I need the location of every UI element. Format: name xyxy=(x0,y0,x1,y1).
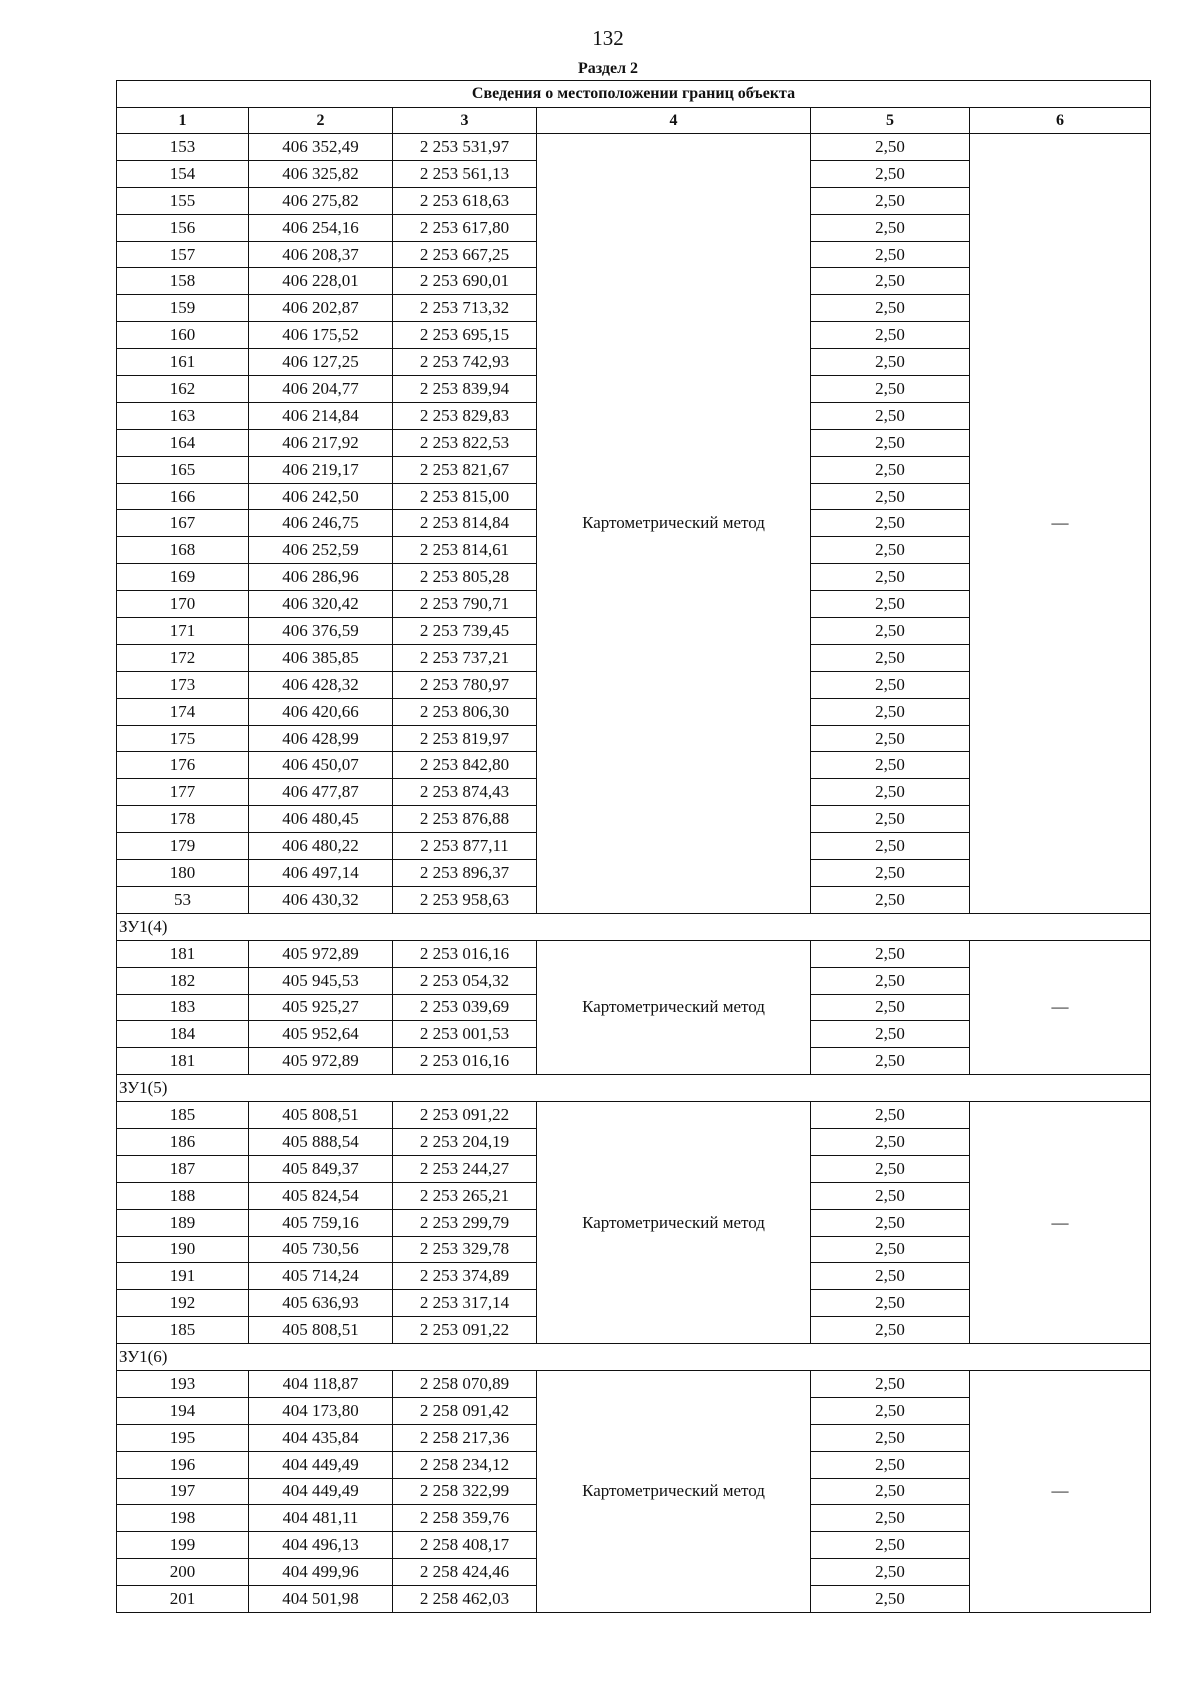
point-number: 155 xyxy=(117,187,249,214)
coordinate-x: 405 888,54 xyxy=(249,1128,393,1155)
accuracy-value: 2,50 xyxy=(811,1155,970,1182)
coordinate-y: 2 253 244,27 xyxy=(393,1155,537,1182)
point-number: 200 xyxy=(117,1559,249,1586)
coordinate-y: 2 253 780,97 xyxy=(393,671,537,698)
coordinate-x: 404 501,98 xyxy=(249,1586,393,1613)
coordinate-y: 2 253 016,16 xyxy=(393,940,537,967)
coordinate-x: 405 972,89 xyxy=(249,940,393,967)
coordinate-x: 404 449,49 xyxy=(249,1478,393,1505)
accuracy-value: 2,50 xyxy=(811,268,970,295)
accuracy-value: 2,50 xyxy=(811,187,970,214)
coordinate-y: 2 253 806,30 xyxy=(393,698,537,725)
point-number: 169 xyxy=(117,564,249,591)
coordinate-x: 404 449,49 xyxy=(249,1451,393,1478)
coordinate-x: 405 849,37 xyxy=(249,1155,393,1182)
coordinate-x: 404 481,11 xyxy=(249,1505,393,1532)
coordinate-y: 2 253 374,89 xyxy=(393,1263,537,1290)
accuracy-value: 2,50 xyxy=(811,1263,970,1290)
coordinate-x: 406 450,07 xyxy=(249,752,393,779)
coordinate-x: 406 325,82 xyxy=(249,160,393,187)
point-number: 190 xyxy=(117,1236,249,1263)
coordinate-y: 2 253 317,14 xyxy=(393,1290,537,1317)
coordinate-y: 2 253 618,63 xyxy=(393,187,537,214)
coordinate-x: 405 952,64 xyxy=(249,1021,393,1048)
point-number: 182 xyxy=(117,967,249,994)
point-number: 191 xyxy=(117,1263,249,1290)
accuracy-value: 2,50 xyxy=(811,1505,970,1532)
point-number: 154 xyxy=(117,160,249,187)
coordinate-x: 406 208,37 xyxy=(249,241,393,268)
accuracy-value: 2,50 xyxy=(811,1532,970,1559)
point-number: 161 xyxy=(117,349,249,376)
coordinate-y: 2 253 695,15 xyxy=(393,322,537,349)
coordinate-y: 2 253 091,22 xyxy=(393,1102,537,1129)
coordinate-y: 2 253 713,32 xyxy=(393,295,537,322)
column-header: 5 xyxy=(811,108,970,134)
accuracy-value: 2,50 xyxy=(811,644,970,671)
coordinate-y: 2 253 874,43 xyxy=(393,779,537,806)
point-number: 180 xyxy=(117,860,249,887)
coordinate-y: 2 253 815,00 xyxy=(393,483,537,510)
section-title: Раздел 2 xyxy=(577,60,639,77)
accuracy-value: 2,50 xyxy=(811,833,970,860)
coordinate-x: 406 480,22 xyxy=(249,833,393,860)
coordinate-x: 405 636,93 xyxy=(249,1290,393,1317)
point-number: 183 xyxy=(117,994,249,1021)
point-number: 198 xyxy=(117,1505,249,1532)
coordinate-x: 404 499,96 xyxy=(249,1559,393,1586)
coordinate-y: 2 253 896,37 xyxy=(393,860,537,887)
coordinate-y: 2 253 204,19 xyxy=(393,1128,537,1155)
table-title: Сведения о местоположении границ объекта xyxy=(117,81,1151,108)
point-number: 195 xyxy=(117,1424,249,1451)
coordinate-x: 406 204,77 xyxy=(249,376,393,403)
accuracy-value: 2,50 xyxy=(811,1236,970,1263)
coordinate-y: 2 253 299,79 xyxy=(393,1209,537,1236)
coordinate-x: 406 376,59 xyxy=(249,618,393,645)
coordinate-x: 406 428,99 xyxy=(249,725,393,752)
point-number: 159 xyxy=(117,295,249,322)
coordinate-y: 2 253 054,32 xyxy=(393,967,537,994)
point-number: 160 xyxy=(117,322,249,349)
coordinate-x: 406 254,16 xyxy=(249,214,393,241)
point-number: 173 xyxy=(117,671,249,698)
accuracy-value: 2,50 xyxy=(811,860,970,887)
coordinate-x: 406 214,84 xyxy=(249,402,393,429)
point-number: 165 xyxy=(117,456,249,483)
coordinate-x: 404 173,80 xyxy=(249,1397,393,1424)
accuracy-value: 2,50 xyxy=(811,1478,970,1505)
column6-dash: — xyxy=(970,1370,1151,1612)
group-name: ЗУ1(6) xyxy=(117,1344,1151,1371)
page-number: 132 xyxy=(592,26,624,50)
point-number: 172 xyxy=(117,644,249,671)
accuracy-value: 2,50 xyxy=(811,806,970,833)
accuracy-value: 2,50 xyxy=(811,591,970,618)
coordinate-y: 2 253 742,93 xyxy=(393,349,537,376)
point-number: 193 xyxy=(117,1370,249,1397)
coordinate-x: 406 430,32 xyxy=(249,886,393,913)
point-number: 186 xyxy=(117,1128,249,1155)
point-number: 170 xyxy=(117,591,249,618)
accuracy-value: 2,50 xyxy=(811,483,970,510)
coordinate-y: 2 258 234,12 xyxy=(393,1451,537,1478)
coordinate-y: 2 253 814,61 xyxy=(393,537,537,564)
coordinate-x: 406 127,25 xyxy=(249,349,393,376)
group-name: ЗУ1(5) xyxy=(117,1075,1151,1102)
coordinate-y: 2 253 822,53 xyxy=(393,429,537,456)
coordinate-y: 2 253 016,16 xyxy=(393,1048,537,1075)
column-header: 6 xyxy=(970,108,1151,134)
group-name: ЗУ1(4) xyxy=(117,913,1151,940)
coordinate-y: 2 253 819,97 xyxy=(393,725,537,752)
coordinate-x: 405 972,89 xyxy=(249,1048,393,1075)
point-number: 189 xyxy=(117,1209,249,1236)
table-row xyxy=(117,1102,1151,1129)
coordinate-x: 406 275,82 xyxy=(249,187,393,214)
coordinate-y: 2 253 814,84 xyxy=(393,510,537,537)
point-number: 194 xyxy=(117,1397,249,1424)
coordinate-x: 405 714,24 xyxy=(249,1263,393,1290)
accuracy-value: 2,50 xyxy=(811,160,970,187)
coordinate-x: 405 824,54 xyxy=(249,1182,393,1209)
table-row xyxy=(117,1370,1151,1397)
accuracy-value: 2,50 xyxy=(811,214,970,241)
accuracy-value: 2,50 xyxy=(811,564,970,591)
point-number: 168 xyxy=(117,537,249,564)
coordinate-x: 406 219,17 xyxy=(249,456,393,483)
coordinate-y: 2 253 265,21 xyxy=(393,1182,537,1209)
coordinate-x: 406 242,50 xyxy=(249,483,393,510)
point-number: 181 xyxy=(117,940,249,967)
coordinate-x: 406 252,59 xyxy=(249,537,393,564)
point-number: 53 xyxy=(117,886,249,913)
accuracy-value: 2,50 xyxy=(811,429,970,456)
coordinate-y: 2 253 667,25 xyxy=(393,241,537,268)
point-number: 184 xyxy=(117,1021,249,1048)
group-header-row xyxy=(117,1075,1151,1102)
coordinate-x: 405 808,51 xyxy=(249,1317,393,1344)
coordinate-x: 405 808,51 xyxy=(249,1102,393,1129)
accuracy-value: 2,50 xyxy=(811,1048,970,1075)
accuracy-value: 2,50 xyxy=(811,241,970,268)
accuracy-value: 2,50 xyxy=(811,1586,970,1613)
accuracy-value: 2,50 xyxy=(811,1397,970,1424)
coordinate-x: 405 945,53 xyxy=(249,967,393,994)
accuracy-value: 2,50 xyxy=(811,537,970,564)
coordinate-y: 2 253 839,94 xyxy=(393,376,537,403)
point-number: 197 xyxy=(117,1478,249,1505)
column6-dash: — xyxy=(970,134,1151,914)
coordinate-y: 2 253 739,45 xyxy=(393,618,537,645)
coordinate-x: 406 497,14 xyxy=(249,860,393,887)
point-number: 158 xyxy=(117,268,249,295)
boundary-coordinates-table xyxy=(116,80,1151,1613)
coordinate-x: 406 352,49 xyxy=(249,134,393,161)
coordinate-x: 404 496,13 xyxy=(249,1532,393,1559)
accuracy-value: 2,50 xyxy=(811,940,970,967)
coordinate-x: 404 435,84 xyxy=(249,1424,393,1451)
accuracy-value: 2,50 xyxy=(811,295,970,322)
coordinate-y: 2 253 690,01 xyxy=(393,268,537,295)
accuracy-value: 2,50 xyxy=(811,698,970,725)
coordinate-y: 2 253 876,88 xyxy=(393,806,537,833)
accuracy-value: 2,50 xyxy=(811,779,970,806)
point-number: 192 xyxy=(117,1290,249,1317)
point-number: 157 xyxy=(117,241,249,268)
coordinate-y: 2 253 329,78 xyxy=(393,1236,537,1263)
accuracy-value: 2,50 xyxy=(811,967,970,994)
coordinate-y: 2 253 842,80 xyxy=(393,752,537,779)
point-number: 177 xyxy=(117,779,249,806)
coordinate-x: 406 385,85 xyxy=(249,644,393,671)
coordinate-x: 406 286,96 xyxy=(249,564,393,591)
coordinate-y: 2 253 958,63 xyxy=(393,886,537,913)
point-number: 153 xyxy=(117,134,249,161)
table-header-row xyxy=(117,108,1151,134)
accuracy-value: 2,50 xyxy=(811,886,970,913)
accuracy-value: 2,50 xyxy=(811,510,970,537)
coordinate-x: 406 246,75 xyxy=(249,510,393,537)
point-number: 187 xyxy=(117,1155,249,1182)
coordinate-x: 405 759,16 xyxy=(249,1209,393,1236)
coordinate-x: 406 175,52 xyxy=(249,322,393,349)
coordinate-x: 406 428,32 xyxy=(249,671,393,698)
point-number: 185 xyxy=(117,1102,249,1129)
accuracy-value: 2,50 xyxy=(811,1290,970,1317)
point-number: 178 xyxy=(117,806,249,833)
point-number: 201 xyxy=(117,1586,249,1613)
coordinate-y: 2 258 217,36 xyxy=(393,1424,537,1451)
accuracy-value: 2,50 xyxy=(811,134,970,161)
accuracy-value: 2,50 xyxy=(811,1021,970,1048)
accuracy-value: 2,50 xyxy=(811,402,970,429)
coordinate-y: 2 253 091,22 xyxy=(393,1317,537,1344)
accuracy-value: 2,50 xyxy=(811,994,970,1021)
table-row xyxy=(117,940,1151,967)
coordinate-x: 405 925,27 xyxy=(249,994,393,1021)
column-header: 2 xyxy=(249,108,393,134)
column-header: 3 xyxy=(393,108,537,134)
accuracy-value: 2,50 xyxy=(811,618,970,645)
point-number: 199 xyxy=(117,1532,249,1559)
coordinate-x: 406 320,42 xyxy=(249,591,393,618)
coordinate-x: 405 730,56 xyxy=(249,1236,393,1263)
coordinate-x: 406 202,87 xyxy=(249,295,393,322)
accuracy-value: 2,50 xyxy=(811,1424,970,1451)
point-number: 185 xyxy=(117,1317,249,1344)
table-row xyxy=(117,134,1151,161)
method-cell: Картометрический метод xyxy=(537,1370,811,1612)
accuracy-value: 2,50 xyxy=(811,322,970,349)
point-number: 181 xyxy=(117,1048,249,1075)
group-header-row xyxy=(117,1344,1151,1371)
accuracy-value: 2,50 xyxy=(811,752,970,779)
coordinate-y: 2 253 829,83 xyxy=(393,402,537,429)
coordinate-y: 2 258 408,17 xyxy=(393,1532,537,1559)
accuracy-value: 2,50 xyxy=(811,376,970,403)
accuracy-value: 2,50 xyxy=(811,671,970,698)
coordinate-x: 406 480,45 xyxy=(249,806,393,833)
column6-dash: — xyxy=(970,1102,1151,1344)
accuracy-value: 2,50 xyxy=(811,1128,970,1155)
point-number: 196 xyxy=(117,1451,249,1478)
coordinate-y: 2 253 561,13 xyxy=(393,160,537,187)
coordinate-x: 406 217,92 xyxy=(249,429,393,456)
accuracy-value: 2,50 xyxy=(811,1102,970,1129)
coordinate-y: 2 253 805,28 xyxy=(393,564,537,591)
accuracy-value: 2,50 xyxy=(811,1370,970,1397)
point-number: 162 xyxy=(117,376,249,403)
method-cell: Картометрический метод xyxy=(537,940,811,1074)
point-number: 166 xyxy=(117,483,249,510)
coordinate-x: 406 420,66 xyxy=(249,698,393,725)
method-cell: Картометрический метод xyxy=(537,1102,811,1344)
accuracy-value: 2,50 xyxy=(811,1451,970,1478)
coordinate-y: 2 253 821,67 xyxy=(393,456,537,483)
accuracy-value: 2,50 xyxy=(811,1559,970,1586)
point-number: 167 xyxy=(117,510,249,537)
accuracy-value: 2,50 xyxy=(811,349,970,376)
coordinate-x: 406 477,87 xyxy=(249,779,393,806)
coordinate-x: 404 118,87 xyxy=(249,1370,393,1397)
coordinate-y: 2 258 424,46 xyxy=(393,1559,537,1586)
coordinate-y: 2 253 531,97 xyxy=(393,134,537,161)
accuracy-value: 2,50 xyxy=(811,1317,970,1344)
coordinate-x: 406 228,01 xyxy=(249,268,393,295)
coordinate-y: 2 253 790,71 xyxy=(393,591,537,618)
point-number: 188 xyxy=(117,1182,249,1209)
point-number: 163 xyxy=(117,402,249,429)
accuracy-value: 2,50 xyxy=(811,725,970,752)
coordinate-y: 2 258 322,99 xyxy=(393,1478,537,1505)
table-body xyxy=(117,81,1151,1613)
point-number: 164 xyxy=(117,429,249,456)
point-number: 156 xyxy=(117,214,249,241)
coordinate-y: 2 253 737,21 xyxy=(393,644,537,671)
table-title-row xyxy=(117,81,1151,108)
point-number: 171 xyxy=(117,618,249,645)
coordinate-y: 2 258 462,03 xyxy=(393,1586,537,1613)
accuracy-value: 2,50 xyxy=(811,1182,970,1209)
coordinate-y: 2 253 039,69 xyxy=(393,994,537,1021)
coordinate-y: 2 258 359,76 xyxy=(393,1505,537,1532)
coordinate-y: 2 253 001,53 xyxy=(393,1021,537,1048)
method-cell: Картометрический метод xyxy=(537,134,811,914)
group-header-row xyxy=(117,913,1151,940)
column6-dash: — xyxy=(970,940,1151,1074)
point-number: 179 xyxy=(117,833,249,860)
column-header: 1 xyxy=(117,108,249,134)
coordinate-y: 2 253 617,80 xyxy=(393,214,537,241)
point-number: 175 xyxy=(117,725,249,752)
point-number: 176 xyxy=(117,752,249,779)
accuracy-value: 2,50 xyxy=(811,1209,970,1236)
coordinate-y: 2 253 877,11 xyxy=(393,833,537,860)
coordinate-y: 2 258 091,42 xyxy=(393,1397,537,1424)
point-number: 174 xyxy=(117,698,249,725)
coordinate-y: 2 258 070,89 xyxy=(393,1370,537,1397)
column-header: 4 xyxy=(537,108,811,134)
accuracy-value: 2,50 xyxy=(811,456,970,483)
